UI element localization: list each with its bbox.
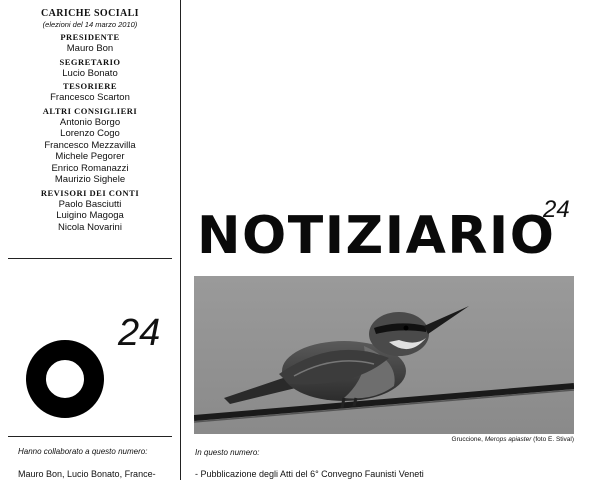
tesoriere-label: TESORIERE <box>62 81 118 91</box>
photo-caption <box>194 436 574 443</box>
consigliere-name: Maurizio Sighele <box>54 174 126 185</box>
revisore-name: Nicola Novarini <box>58 221 122 233</box>
cover-photo <box>194 276 574 434</box>
presidente-label: PRESIDENTE <box>60 32 120 42</box>
revisore-name: Paolo Basciutti <box>58 198 122 210</box>
main-column <box>181 0 596 480</box>
bee-eater-bird-icon <box>194 276 574 434</box>
consigliere-name: Michele Pegorer <box>55 151 125 162</box>
consigliere-name: Antonio Borgo <box>59 116 121 128</box>
board-note: (elezioni del 14 marzo 2010) <box>42 20 138 29</box>
masthead-title: NOTIZIARIO <box>197 206 556 266</box>
logo-o-icon <box>26 340 104 418</box>
logo-number: 24 <box>118 312 161 354</box>
toc-item: - Pubblicazione degli Atti del 6° Convegno Faunisti Veneti <box>195 469 424 479</box>
collaborators-names: Mauro Bon, Lucio Bonato, France- <box>18 469 156 479</box>
caption-common-name: Gruccione, <box>451 436 485 443</box>
presidente-name: Mauro Bon <box>66 43 114 54</box>
sidebar <box>0 0 180 480</box>
caption-species: Merops apiaster <box>484 436 532 443</box>
consiglieri-label: ALTRI CONSIGLIERI <box>42 105 138 116</box>
board-title: CARICHE SOCIALI <box>41 8 139 19</box>
masthead-number: 24 <box>543 196 570 223</box>
segretario-label: SEGRETARIO <box>59 56 121 67</box>
sidebar-divider <box>8 258 172 259</box>
toc-label: In questo numero: <box>195 448 260 457</box>
board-list <box>0 8 180 233</box>
tesoriere-name: Francesco Scarton <box>50 92 130 103</box>
collaborators-label: Hanno collaborato a questo numero: <box>18 447 148 456</box>
revisori-label: REVISORI DEI CONTI <box>40 187 140 198</box>
consigliere-name: Enrico Romanazzi <box>51 162 129 174</box>
caption-credit: (foto E. Stival) <box>531 436 574 443</box>
sidebar-divider-bottom <box>8 436 172 437</box>
consigliere-name: Lorenzo Cogo <box>60 128 120 139</box>
revisore-name: Luigino Magoga <box>56 210 124 221</box>
consigliere-name: Francesco Mezzavilla <box>44 139 136 151</box>
segretario-name: Lucio Bonato <box>62 67 118 79</box>
